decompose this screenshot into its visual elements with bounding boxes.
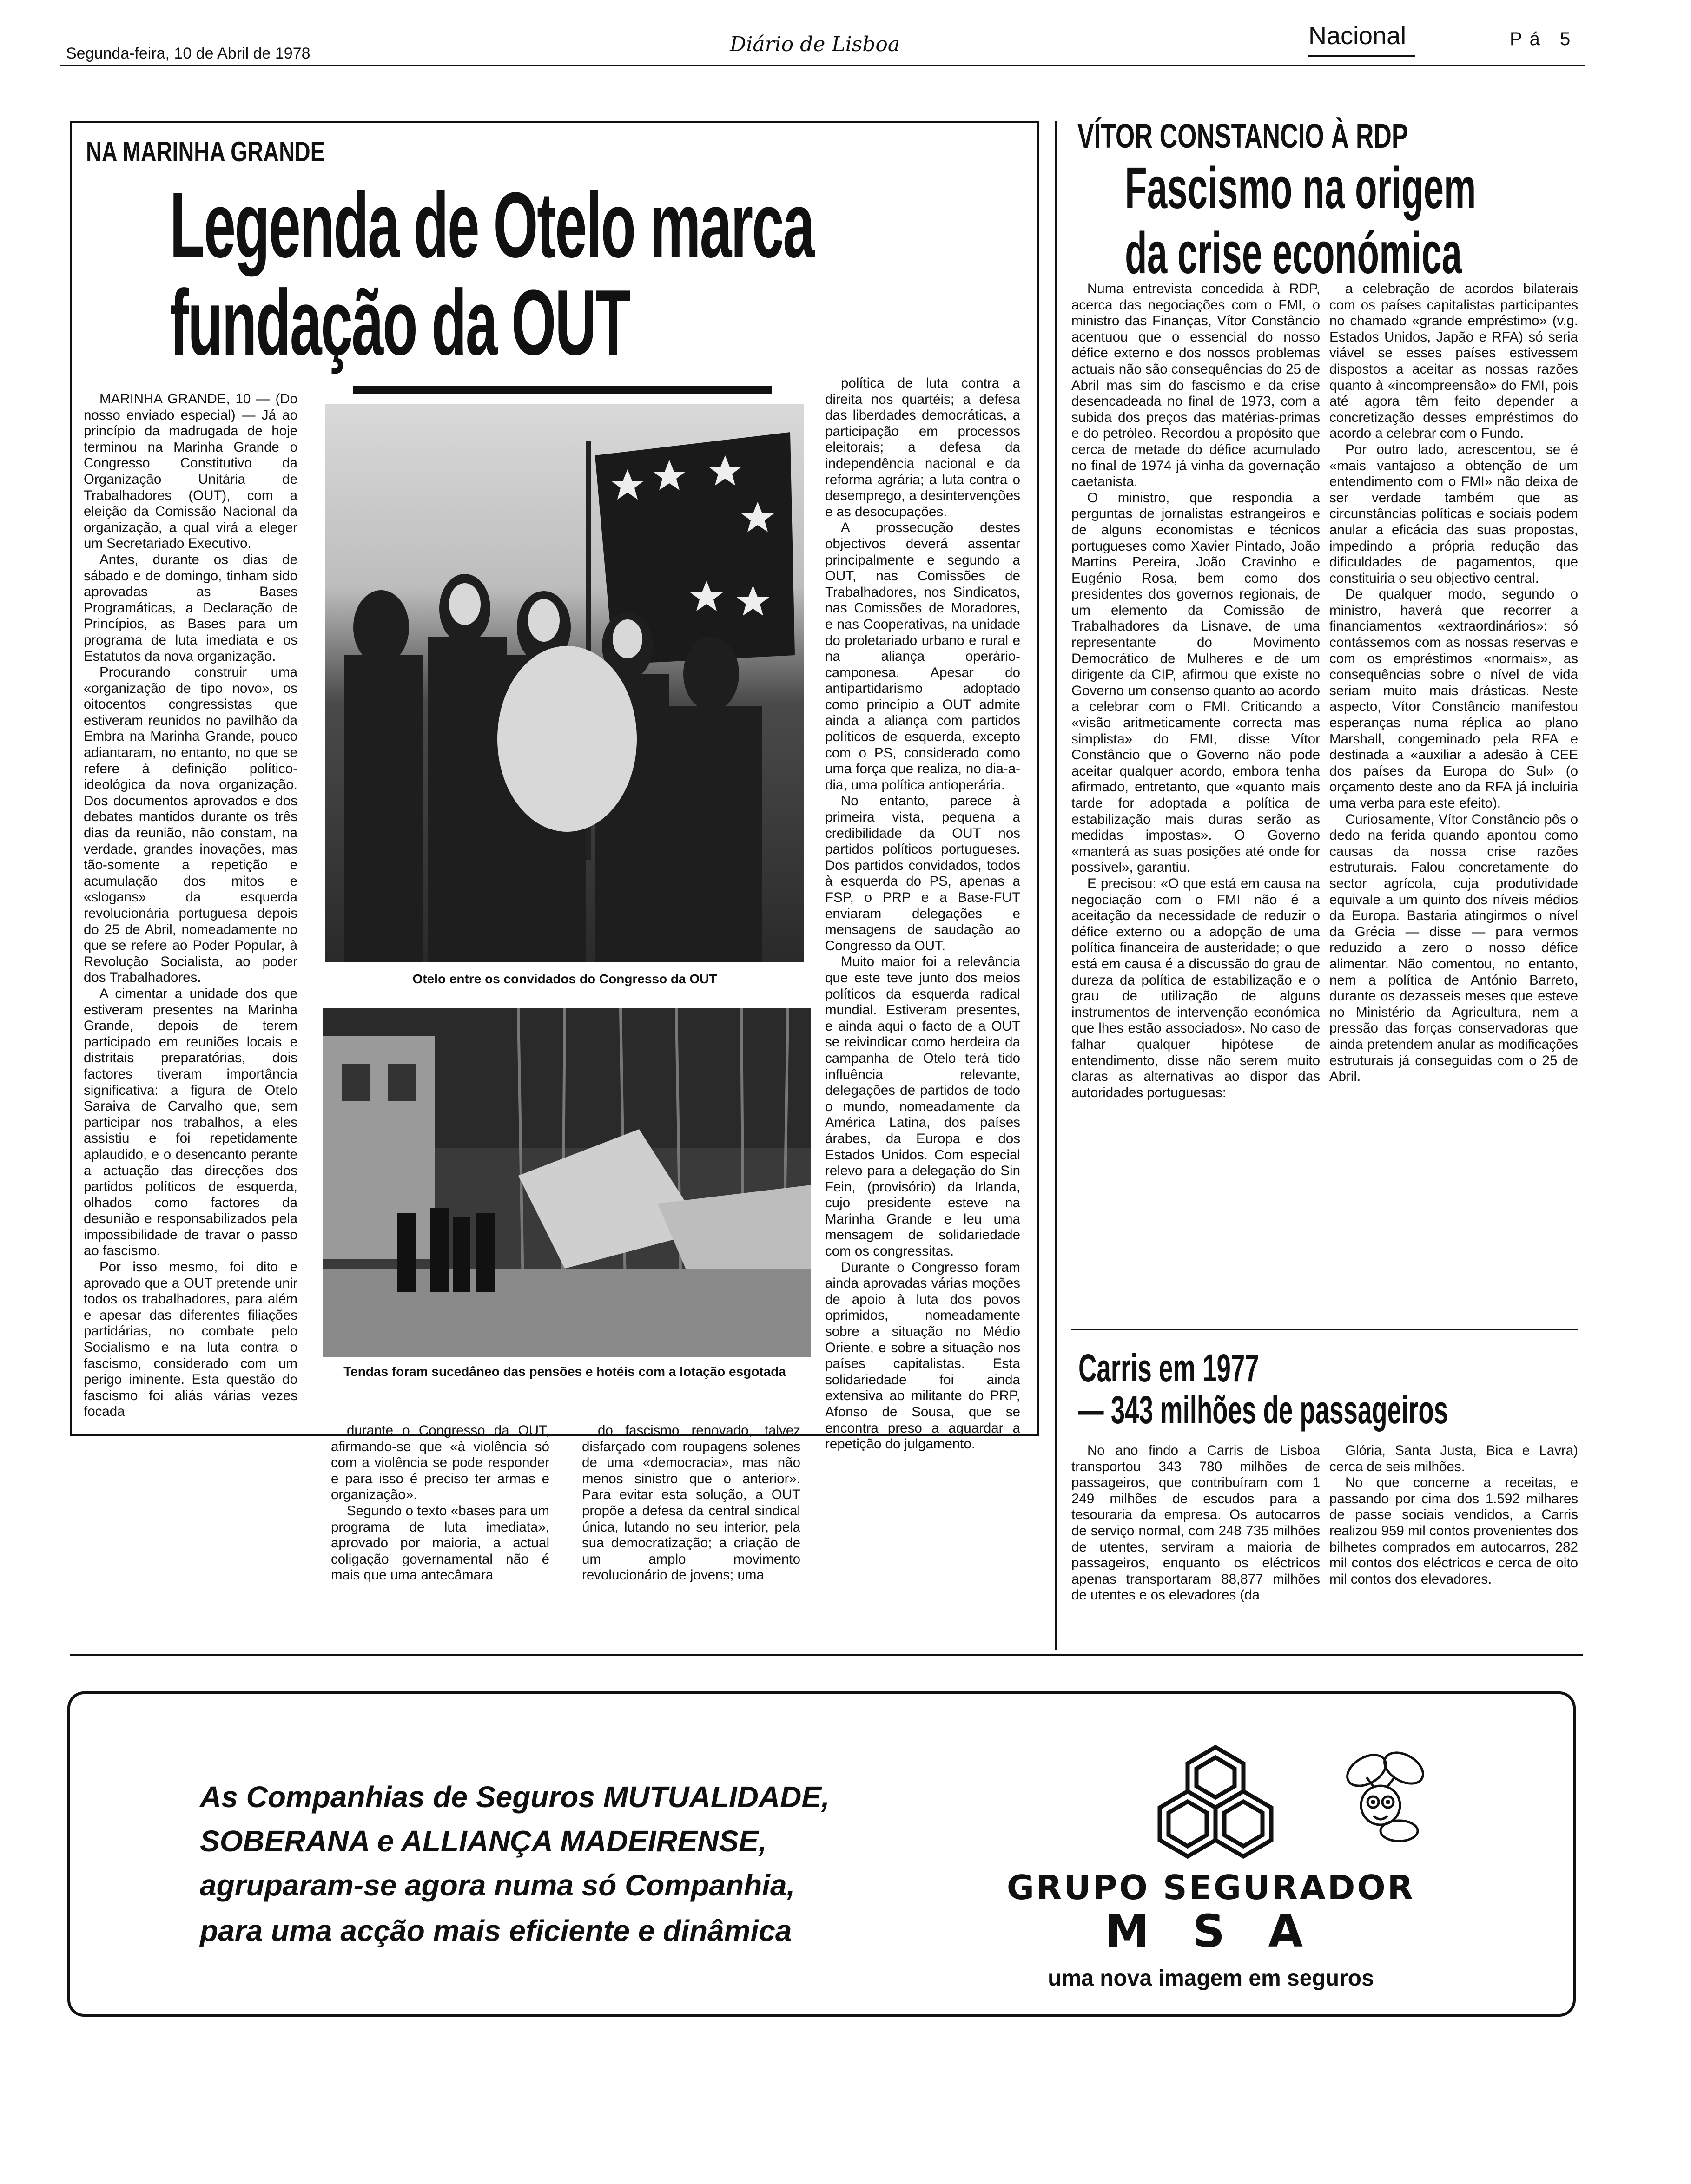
article-column (1071, 281, 1320, 1327)
page-number: Pá 5 (1510, 29, 1578, 49)
ad-text: para uma acção mais eficiente e dinâmica (200, 1914, 792, 1947)
article-headline: Carris em 1977 (1078, 1346, 1259, 1390)
article-headline-2: da crise económica (1125, 220, 1462, 286)
photo-caption: Tendas foram sucedâneo das pensões e hotéis com a lotação esgotada (343, 1364, 786, 1379)
paragraph: Antes, durante os dias de sábado e de domingo, tinham sido aprovadas as Bases Programáticas, a Declaração de Princípios, as Bases para um programa de luta imediata e os Estatutos da nova organização. (84, 552, 297, 664)
article-headline-2: — 343 milhões de passageiros (1078, 1388, 1448, 1432)
ad-brand: GRUPO SEGURADOR (1006, 1868, 1415, 1907)
article-headline: Fascismo na origem (1125, 155, 1476, 221)
article-kicker: VÍTOR CONSTANCIO À RDP (1077, 117, 1408, 155)
paragraph: Glória, Santa Justa, Bica e Lavra) cerca de seis milhões. (1329, 1443, 1578, 1474)
paragraph: Procurando construir uma «organização de tipo novo», os oitocentos congressistas que estiveram reunidos no pavilhão da Embra na Marinha Grande, pouco adiantaram, no entanto, no que se refere à definição político-ideológica da nova organização. Dos documentos aprovados e dos debates mantidos durante os três dias da reunião, não constam, na verdade, grandes inovações, mas tão-somente a repetição e acumulação dos mitos e «slogans» da esquerda revolucionária portuguesa depois do 25 de Abril, nomeadamente no que se refere ao Poder Popular, à Revolução Socialista, ao poder dos Trabalhadores. (84, 664, 297, 986)
paragraph: No entanto, parece à primeira vista, pequena a credibilidade da OUT nos partidos políticos portugueses. Dos partidos convidados, todos à esquerda do PS, apenas a FSP, o PRP e a Base-FUT enviaram delegações e mensagens de saudação ao Congresso da OUT. (825, 793, 1020, 954)
ad-text: As Companhias de Seguros MUTUALIDADE, (200, 1780, 830, 1814)
article-column (1071, 1443, 1320, 1638)
paragraph: De qualquer modo, segundo o ministro, haverá que recorrer a financiamentos «extraordinários»: só contássemos com as nossas reservas e com os empréstimos «normais», as consequências sobre o nível de vida seriam muito mais drásticas. Neste aspecto, Vítor Constâncio manifestou esperanças numa réplica ao plano Marshall, congeminado pela RFA e destinada a «auxiliar a adesão à CEE dos países da Europa do Sul» (o orçamento deste ano da RFA já incluiria uma verba para este efeito). (1329, 586, 1578, 811)
paragraph: Por outro lado, acrescentou, se é «mais vantajoso a obtenção de um entendimento com o FMI» não deixa de ser verdade também que as circunstâncias políticas e sociais podem anular a eficácia das suas propostas, impedindo a própria redução das dificuldades de pagamentos, que constituiria o seu objectivo central. (1329, 441, 1578, 586)
article-headline-2: fundação da OUT (170, 271, 630, 375)
ad-slogan: uma nova imagem em seguros (1048, 1966, 1374, 1991)
paragraph: a celebração de acordos bilaterais com os países capitalistas participantes no chamado «grande empréstimo» (v.g. Estados Unidos, Japão e RFA) só seria viável se esses países estivessem dispostos a aceitar as nossas razões quanto à «incompreensão» do FMI, pois até agora têm feito depender a concretização desses empréstimos do acordo a celebrar com o Fundo. (1329, 281, 1578, 441)
paragraph: Numa entrevista concedida à RDP, acerca das negociações com o FMI, o ministro das Finanças, Vítor Constâncio acentuou que o essencial do nosso défice externo e dos nossos problemas actuais não são consequências do 25 de Abril mas sim do fascismo e da crise desencadeada no final de 1973, com a subida dos preços das matérias-primas e do petróleo. Recordou a propósito que cerca de metade do défice acumulado no final de 1974 já vinha da governação caetanista. (1071, 281, 1320, 490)
paragraph: A prossecução destes objectivos deverá assentar principalmente e segundo a OUT, nas Comissões de Trabalhadores, nos Sindicatos, nas Comissões de Moradores, e nas Cooperativas, na unidade do proletariado urbano e rural e na aliança operário-camponesa. Apesar do antipartidarismo adoptado como princípio a OUT admite ainda a aliança com partidos políticos de esquerda, excepto com o PS, considerado como uma força que realiza, no dia-a-dia, uma política antioperária. (825, 520, 1020, 793)
paragraph: No que concerne a receitas, e passando por cima dos 1.592 milhares de passe sociais vendidos, a Carris realizou 959 mil contos provenientes dos bilhetes comprados em autocarros, 282 mil contos dos eléctricos e cerca de oito mil contos dos elevadores. (1329, 1475, 1578, 1587)
header-rule (60, 65, 1585, 66)
paragraph: Muito maior foi a relevância que este teve junto dos meios políticos da esquerda radical mundial. Estiveram presentes, e ainda aqui o facto de a OUT se reivindicar como herdeira da campanha de Otelo terá tido influência relevante, delegações de partidos de todo o mundo, nomeadamente da América Latina, dos países árabes, da Europa e dos Estados Unidos. Com especial relevo para a delegação do Sin Fein, (provisório) da Irlanda, cujo presidente esteve na Marinha Grande e leu uma mensagem de solidariedade com os congressitas. (825, 954, 1020, 1259)
paragraph: durante o Congresso da OUT, afirmando-se que «à violência só com a violência se pode responder e para isso é preciso ter armas e organização». (331, 1423, 549, 1503)
article-column (1329, 281, 1578, 1327)
paragraph: A cimentar a unidade dos que estiveram presentes na Marinha Grande, depois de terem participado em reuniões locais e distritais preparatórias, dois factores tiveram importância significativa: a figura de Otelo Saraiva de Carvalho que, sem participar nos trabalhos, a eles assistiu e foi repetidamente aplaudido, e o desencanto perante a actuação das direcções dos partidos políticos de esquerda, olhados como factores da desunião e responsabilizados pela impossibilidade de travar o passo ao fascismo. (84, 986, 297, 1259)
ad-brand-acronym: M S A (1105, 1905, 1317, 1957)
article-column (582, 1423, 800, 1637)
photo-scene (325, 386, 804, 962)
page-date: Segunda-feira, 10 de Abril de 1978 (66, 45, 310, 62)
article-column (825, 375, 1020, 1452)
article-column (331, 1423, 549, 1637)
photo-otelo (325, 386, 804, 962)
page-divider (70, 1654, 1583, 1656)
paragraph: Segundo o texto «bases para um programa de luta imediata», aprovado por maioria, a actual coligação governamental não é mais que uma antecâmara (331, 1503, 549, 1583)
article-headline: Legenda de Otelo marca (170, 173, 814, 277)
photo-tents (323, 1008, 811, 1357)
ad-text: SOBERANA e ALLIANÇA MADEIRENSE, (200, 1824, 767, 1858)
paragraph: No ano findo a Carris de Lisboa transportou 343 780 milhões de passageiros, que contribuíram com 1 249 milhões de escudos para a tesouraria da empresa. Os autocarros de serviço normal, com 248 735 milhões de utentes, serviram a maioria de passageiros, enquanto os eléctricos apenas transportaram 88,877 milhões de utentes e os elevadores (da (1071, 1443, 1320, 1603)
section-label: Nacional (1308, 22, 1407, 50)
article-column (1329, 1443, 1578, 1638)
paragraph: Curiosamente, Vítor Constâncio pôs o dedo na ferida quando apontou como causas da nossa crise razões estruturais. Falou concretamente do sector agrícola, cuja produtividade equivale a um quinto dos níveis médios da Europa. Bastaria atingirmos o nível da Grécia — disse — para vermos reduzido a zero o nosso défice alimentar. Não comentou, no entanto, nem a política de António Barreto, durante os dezasseis meses que esteve no Ministério da Agricultura, nem a pressão das forças conservadoras que ainda pretendem anular as modificações estruturais já conseguidas com o 25 de Abril. (1329, 811, 1578, 1085)
photo-caption: Otelo entre os convidados do Congresso da OUT (412, 972, 717, 986)
paragraph: E precisou: «O que está em causa na negociação com o FMI não é a aceitação da necessidade de reduzir o défice externo ou a adopção de uma política financeira de austeridade; o que está em causa é a discussão do grau de dureza da política de estabilização e o grau de utilização de alguns instrumentos de intervenção económica que lhes estão associados». No caso de falhar qualquer hipótese de entendimento, disse não serem muito claras as alternativas ao dispor das autoridades portuguesas: (1071, 875, 1320, 1100)
paragraph: do fascismo renovado, talvez disfarçado com roupagens solenes de uma «democracia», mas não menos sinistro que o anterior». Para evitar esta solução, a OUT propõe a defesa da central sindical única, lutando no seu interior, pela sua democratização; a criação de um amplo movimento revolucionário de jovens; uma (582, 1423, 800, 1583)
msa-logo-icon (1148, 1733, 1283, 1868)
bee-mascot-icon (1334, 1738, 1436, 1845)
photo-scene (323, 1008, 811, 1357)
paragraph: política de luta contra a direita nos quartéis; a defesa das liberdades democráticas, a participação em processos eleitorais; a defesa da independência nacional e da reforma agrária; a luta contra o desemprego, a desintervenções e as desocupações. (825, 375, 1020, 520)
paragraph: O ministro, que respondia a perguntas de jornalistas estrangeiros e de alguns economistas e técnicos portugueses como Xavier Pintado, João Martins Pereira, João Cravinho e Eugénio Rosa, bem como dos presidentes dos governos regionais, de um elemento da Comissão de Trabalhadores da Lisnave, de uma representante do Movimento Democrático de Mulheres e de um dirigente da CIP, afirmou que existe no Governo um consenso quanto ao acordo a celebrar com o FMI. Criticando a «visão aritmeticamente correcta mas simplista» do FMI, disse Vítor Constâncio que o Governo não pode aceitar qualquer acordo, embora tenha afirmado, entretanto, que «quanto mais tarde for adoptada a política de estabilização mais duras serão as medidas impostas». O Governo «manterá as suas posições até onde for possível», garantiu. (1071, 490, 1320, 875)
section-divider (1071, 1329, 1578, 1330)
paragraph: MARINHA GRANDE, 10 — (Do nosso enviado especial) — Já ao princípio da madrugada de hoje terminou na Marinha Grande o Congresso Constitutivo da Organização Unitária de Trabalhadores (OUT), com a eleição da Comissão Nacional da organização, a qual virá a eleger um Secretariado Executivo. (84, 391, 297, 552)
paragraph: Durante o Congresso foram ainda aprovadas várias moções de apoio à luta dos povos oprimidos, nomeadamente sobre a situação no Médio Oriente, e sobre a situação nos países capitalistas. Esta solidariedade foi ainda extensiva ao militante do PRP, Afonso de Sousa, que se encontra preso a aguardar a repetição do julgamento. (825, 1259, 1020, 1452)
article-kicker: NA MARINHA GRANDE (86, 136, 325, 167)
article-column (84, 391, 297, 1420)
ad-text: agruparam-se agora numa só Companhia, (200, 1868, 795, 1902)
column-divider (1055, 121, 1057, 1650)
paragraph: Por isso mesmo, foi dito e aprovado que a OUT pretende unir todos os trabalhadores, para além e apesar das diferentes filiações partidárias, no combate pelo Socialismo e na luta contra o fascismo, considerado com um perigo iminente. Esta questão do fascismo foi aliás várias vezes focada (84, 1259, 297, 1420)
section-underline (1308, 55, 1415, 57)
masthead: Diário de Lisboa (730, 33, 900, 56)
